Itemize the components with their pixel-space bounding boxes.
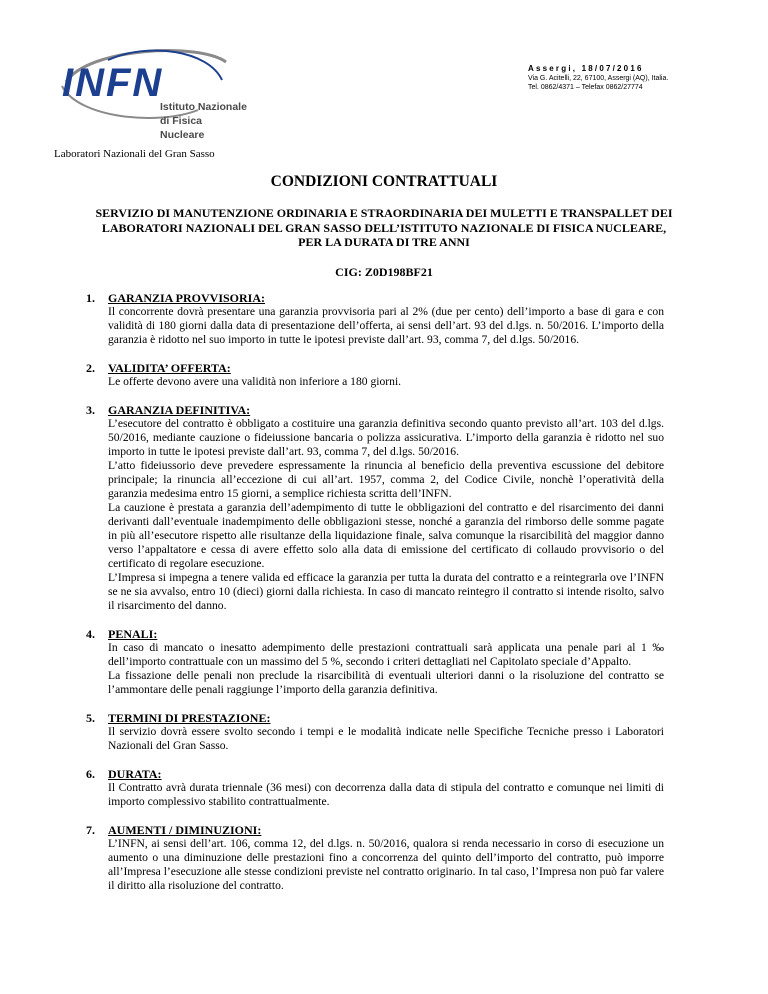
section-heading: DURATA: — [108, 767, 162, 781]
section-heading: PENALI: — [108, 627, 158, 641]
section-paragraph: In caso di mancato o inesatto adempimento delle prestazioni contrattuali sarà applicata una penale pari al 1 ‰ dell’importo contrattuale con un massimo del 5 %, secondo i criteri dettagliati nel Capitolato speciale d’Appalto. — [108, 641, 664, 668]
section — [86, 627, 664, 697]
lab-name: Laboratori Nazionali del Gran Sasso — [54, 148, 215, 160]
section-body — [108, 781, 664, 809]
section-heading: VALIDITA’ OFFERTA: — [108, 361, 231, 375]
section-number: 3. — [86, 403, 95, 417]
section-number: 2. — [86, 361, 95, 375]
section-paragraph: L’esecutore del contratto è obbligato a costituire una garanzia definitiva secondo quanto previsto all’art. 103 del d.lgs. 50/2016, mediante cauzione o fideiussione bancaria o polizza assicurativa. L’importo della garanzia è ridotto nel suo importo in tutte le ipotesi previste dall’art. 93, comma 7, del d.lgs. 50/2016. — [108, 417, 664, 458]
section-paragraph: L’INFN, ai sensi dell’art. 106, comma 12, del d.lgs. n. 50/2016, qualora si renda necessario in corso di esecuzione un aumento o una diminuzione delle prestazioni fino a concorrenza del quinto dell’importo del contratto, può imporre all’Impresa l’esecuzione alle stesse condizioni previste nel contratto originario. In tal caso, l’Impresa non può far valere il diritto alla risoluzione del contratto. — [108, 837, 664, 892]
document-title: CONDIZIONI CONTRATTUALI — [270, 173, 498, 190]
svg-text:INFN: INFN — [62, 61, 164, 105]
section-number: 6. — [86, 767, 95, 781]
logo-subtitle-line2: di Fisica Nucleare — [160, 115, 205, 141]
section-heading: GARANZIA PROVVISORIA: — [108, 291, 266, 305]
section — [86, 403, 664, 613]
section-paragraph: Il Contratto avrà durata triennale (36 mesi) con decorrenza dalla data di stipula del contratto e comunque nei limiti di importo complessivo stabilito contrattualmente. — [108, 781, 664, 808]
logo-subtitle — [160, 100, 248, 142]
address-line1: Via G. Acitelli, 22, 67100, Assergi (AQ), Italia. — [528, 75, 669, 82]
address-block — [528, 63, 668, 92]
section-paragraph: La fissazione delle penali non preclude la risarcibilità di eventuali ulteriori danni o la risoluzione del contratto se l’ammontare delle penali raggiunge l’importo della garanzia definitiva. — [108, 669, 664, 696]
section-paragraph: Le offerte devono avere una validità non inferiore a 180 giorni. — [108, 375, 402, 388]
section — [86, 823, 664, 893]
document-subtitle: SERVIZIO DI MANUTENZIONE ORDINARIA E STRAORDINARIA DEI MULETTI E TRANSPALLET DEI LABORATORI NAZIONALI DEL GRAN SASSO DELL’ISTITUTO NAZIONALE DI FISICA NUCLEARE, PER LA DURATA DI TRE ANNI — [95, 206, 673, 249]
section-paragraph: Il concorrente dovrà presentare una garanzia provvisoria pari al 2% (due per cento) dell’importo a base di gara e con validità di 180 giorni dalla data di presentazione dell’offerta, ai sensi dell’art. 93 del d.lgs. n. 50/2016. L’importo della garanzia è ridotto nel suo importo in tutte le ipotesi previste dall’art. 93, comma 7, del d.lgs. 50/2016. — [108, 305, 664, 346]
section-body — [108, 641, 664, 697]
section-number: 7. — [86, 823, 95, 837]
infn-logo — [48, 40, 248, 140]
section-paragraph: La cauzione è prestata a garanzia dell’adempimento di tutte le obbligazioni del contratto e del risarcimento dei danni derivanti dall’eventuale inadempimento delle obbligazioni stesse, nonché a garanzia del rimborso delle somme pagate in più all’esecutore rispetto alle risultanze della liquidazione finale, salva comunque la risarcibilità del maggior danno verso l’appaltatore e cessa di avere effetto solo alla data di emissione del certificato di collaudo provvisorio o del certificato di regolare esecuzione. — [108, 501, 664, 570]
section-body — [108, 305, 664, 347]
cig-code: CIG: Z0D198BF21 — [335, 265, 433, 279]
section-paragraph: L’Impresa si impegna a tenere valida ed efficace la garanzia per tutta la durata del contratto e a reintegrarla ove l’INFN se ne sia avvalso, entro 10 (dieci) giorni dalla richiesta. In caso di mancato reintegro il contratto si intende risolto, salvo il risarcimento del danno. — [108, 571, 664, 612]
section-heading: GARANZIA DEFINITIVA: — [108, 403, 251, 417]
section-number: 4. — [86, 627, 95, 641]
section-body — [108, 725, 664, 753]
section-body — [108, 417, 664, 613]
logo-subtitle-line1: Istituto Nazionale — [160, 101, 247, 113]
section-paragraph: L’atto fideiussorio deve prevedere espressamente la rinuncia al beneficio della preventiva escussione del debitore principale; la rinuncia all’eccezione di cui all’art. 1957, comma 2, del Codice Civile, nonchè l’operatività della garanzia medesima entro 15 giorni, a semplice richiesta scritta dell’INFN. — [108, 459, 664, 500]
section-body — [108, 837, 664, 893]
section-paragraph: Il servizio dovrà essere svolto secondo i tempi e le modalità indicate nelle Specifiche Tecniche presso i Laboratori Nazionali del Gran Sasso. — [108, 725, 664, 752]
section-heading: AUMENTI / DIMINUZIONI: — [108, 823, 262, 837]
section — [86, 711, 664, 753]
section-heading: TERMINI DI PRESTAZIONE: — [108, 711, 271, 725]
address-line2: Tel. 0862/4371 – Telefax 0862/27774 — [528, 84, 643, 91]
section-number: 5. — [86, 711, 95, 725]
section — [86, 291, 664, 347]
section-number: 1. — [86, 291, 95, 305]
address-date: Assergi, 18/07/2016 — [528, 64, 644, 73]
sections-list — [86, 291, 664, 907]
section-body — [108, 375, 664, 389]
section — [86, 361, 664, 389]
section — [86, 767, 664, 809]
